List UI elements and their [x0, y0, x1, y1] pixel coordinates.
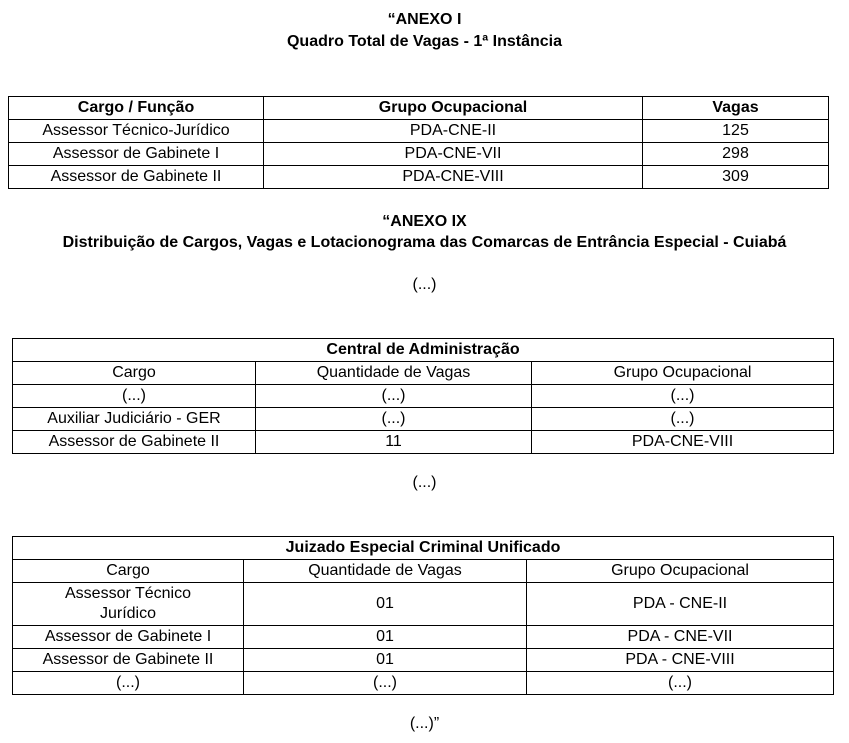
annex9-title: Distribuição de Cargos, Vagas e Lotacionograma das Comarcas de Entrância Especial - Cuiabá	[62, 234, 787, 251]
table-row	[13, 672, 834, 695]
annex1-table	[8, 96, 829, 189]
table-cell: 309	[643, 166, 829, 189]
table-row	[13, 408, 834, 431]
table-cell: (...)	[532, 408, 834, 431]
table-cell: Auxiliar Judiciário - GER	[13, 408, 256, 431]
table-cell: (...)	[527, 672, 834, 695]
table-cell: (...)	[532, 385, 834, 408]
ellipsis-text: (...)	[412, 474, 437, 491]
table-cell: (...)	[244, 672, 527, 695]
ellipsis-text: (...)	[412, 276, 437, 293]
column-header: Quantidade de Vagas	[256, 362, 532, 385]
table-cell: Assessor de Gabinete II	[13, 431, 256, 454]
column-header: Cargo	[13, 560, 244, 583]
table-cell: 01	[244, 583, 527, 626]
table-title-row	[13, 339, 834, 362]
table-cell: PDA-CNE-VIII	[532, 431, 834, 454]
table-cell: (...)	[13, 385, 256, 408]
column-header: Grupo Ocupacional	[532, 362, 834, 385]
table-cell: PDA-CNE-VII	[264, 143, 643, 166]
table-cell: (...)	[256, 408, 532, 431]
annex1-label: “ANEXO I	[387, 11, 462, 28]
table-cell: PDA - CNE-VIII	[527, 649, 834, 672]
table-row	[13, 431, 834, 454]
column-header: Cargo / Função	[9, 97, 264, 120]
table-cell: Assessor de Gabinete II	[9, 166, 264, 189]
annex1-title: Quadro Total de Vagas - 1ª Instância	[286, 33, 563, 50]
table-row	[13, 385, 834, 408]
table-row	[13, 649, 834, 672]
table-title: Juizado Especial Criminal Unificado	[13, 537, 834, 560]
table-row	[9, 166, 829, 189]
table-header-row	[13, 362, 834, 385]
table-cell: Assessor Técnico Jurídico	[13, 583, 244, 626]
table-title: Central de Administração	[13, 339, 834, 362]
column-header: Grupo Ocupacional	[527, 560, 834, 583]
table-row	[9, 143, 829, 166]
table-cell: Assessor de Gabinete II	[13, 649, 244, 672]
table-title-row	[13, 537, 834, 560]
table-cell: 298	[643, 143, 829, 166]
closing-ellipsis: (...)”	[409, 715, 440, 732]
table-cell: (...)	[13, 672, 244, 695]
annex9-label: “ANEXO IX	[382, 213, 467, 230]
table-cell: PDA - CNE-VII	[527, 626, 834, 649]
column-header: Quantidade de Vagas	[244, 560, 527, 583]
central-administracao-table	[12, 338, 834, 454]
table-cell: 01	[244, 626, 527, 649]
table-header-row	[9, 97, 829, 120]
table-row	[13, 583, 834, 626]
table-cell: 11	[256, 431, 532, 454]
column-header: Cargo	[13, 362, 256, 385]
table-cell: PDA-CNE-II	[264, 120, 643, 143]
column-header: Grupo Ocupacional	[264, 97, 643, 120]
table-cell: Assessor de Gabinete I	[13, 626, 244, 649]
table-row	[13, 626, 834, 649]
table-header-row	[13, 560, 834, 583]
table-cell: PDA - CNE-II	[527, 583, 834, 626]
table-cell: PDA-CNE-VIII	[264, 166, 643, 189]
table-row	[9, 120, 829, 143]
column-header: Vagas	[643, 97, 829, 120]
table-cell: (...)	[256, 385, 532, 408]
table-cell: 125	[643, 120, 829, 143]
table-cell: Assessor Técnico-Jurídico	[9, 120, 264, 143]
table-cell: Assessor de Gabinete I	[9, 143, 264, 166]
table-cell: 01	[244, 649, 527, 672]
juizado-especial-table	[12, 536, 834, 695]
